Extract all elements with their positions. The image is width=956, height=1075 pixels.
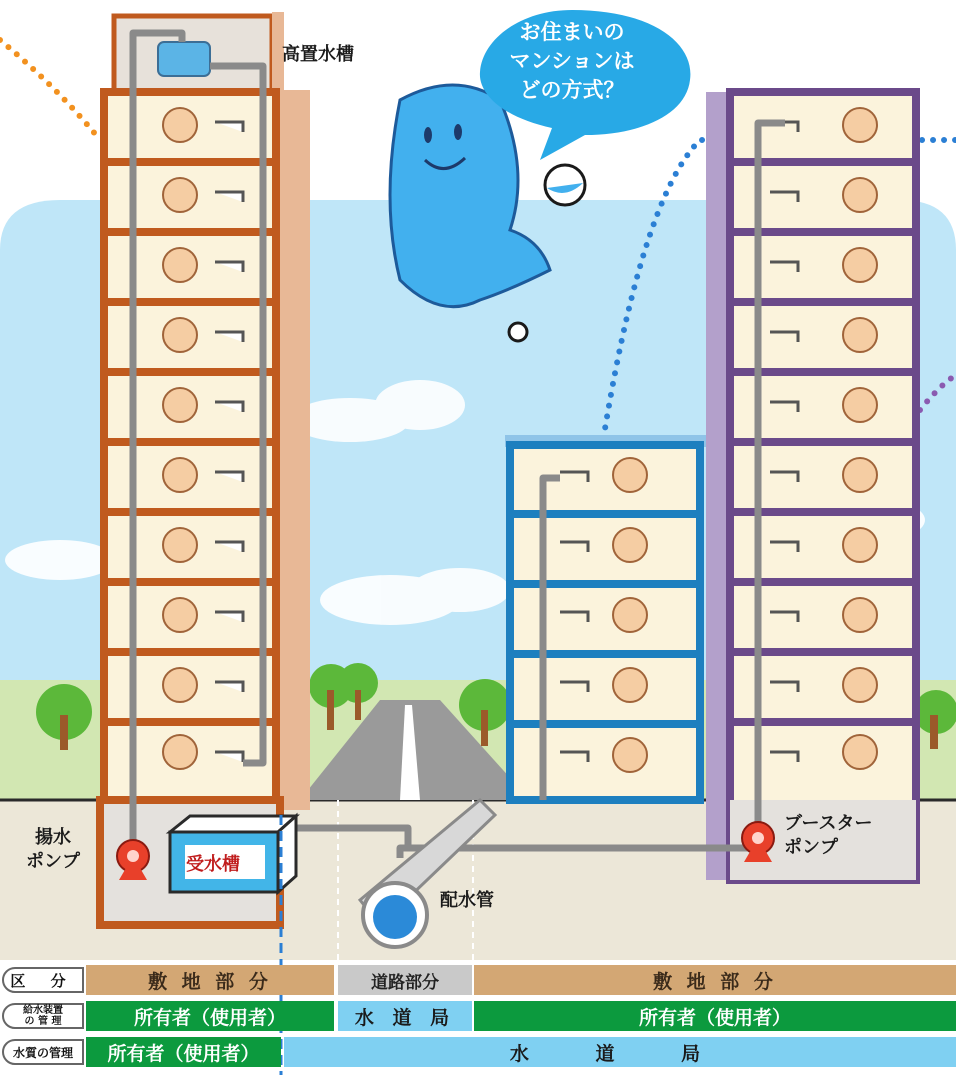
- cell-division-left: 敷 地 部 分: [86, 965, 334, 995]
- elevated-tank-label: 高置水槽: [282, 44, 354, 65]
- cell-supply-owner-left: 所有者（使用者）: [86, 1001, 334, 1031]
- receiving-tank-label: 受水槽: [186, 854, 240, 875]
- cell-quality-bureau: 水 道 局: [284, 1037, 956, 1067]
- distribution-pipe-label: 配水管: [440, 890, 494, 911]
- row-header-division: 区 分: [2, 967, 84, 993]
- row-header-supply-management: 給水装置 の 管 理: [2, 1003, 84, 1029]
- lift-pump-label: 揚水 ポンプ: [26, 827, 80, 872]
- right-building: [706, 92, 916, 880]
- middle-building: [505, 435, 707, 800]
- row-header-water-quality: 水質の管理: [2, 1039, 84, 1065]
- booster-pump-label: ブースター ポンプ: [784, 813, 873, 858]
- cell-quality-owner: 所有者（使用者）: [86, 1037, 281, 1067]
- cell-supply-owner-right: 所有者（使用者）: [474, 1001, 956, 1031]
- cell-supply-bureau: 水 道 局: [338, 1001, 472, 1031]
- dotted-curve-left: [0, 40, 100, 140]
- speech-bubble-text: お住まいの マンションは どの方式？: [509, 20, 635, 102]
- cell-division-road: 道路部分: [338, 965, 472, 995]
- elevated-tank: [158, 42, 210, 76]
- cell-division-right: 敷 地 部 分: [474, 965, 956, 995]
